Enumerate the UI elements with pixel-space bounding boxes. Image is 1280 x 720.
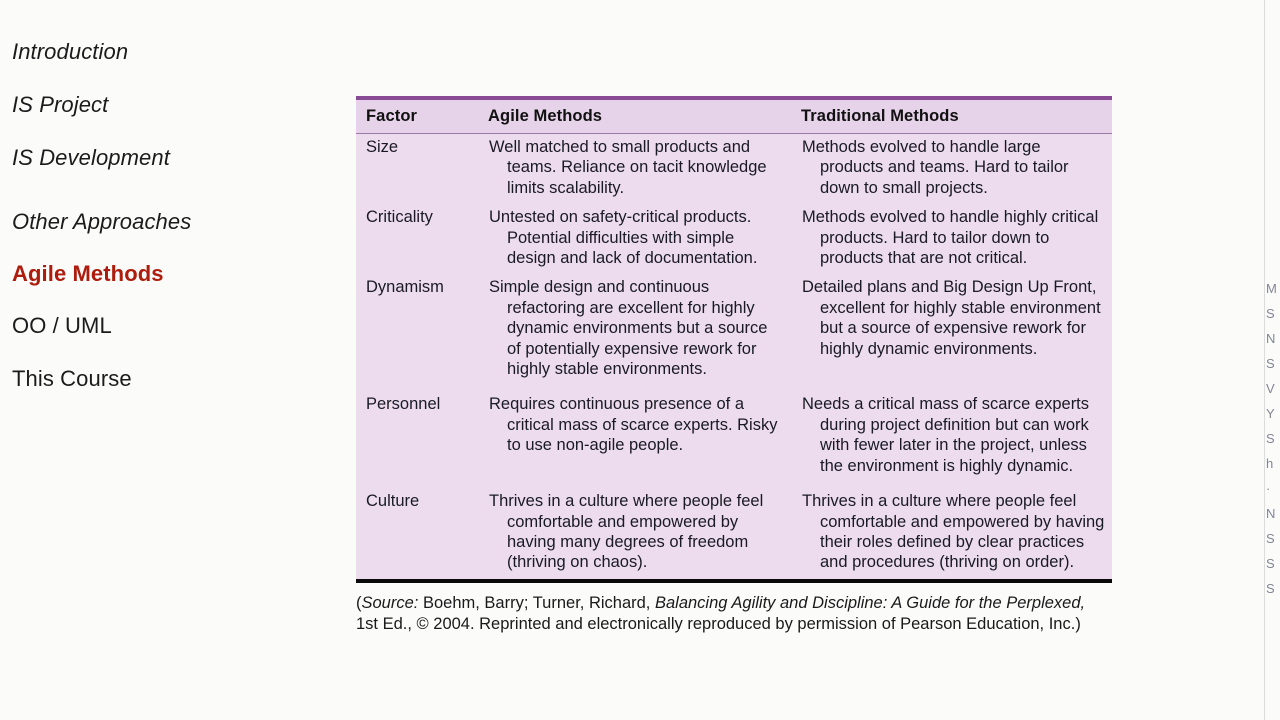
clipped-text-fragment: S: [1266, 431, 1275, 446]
sidebar-item-this-course[interactable]: This Course: [12, 366, 132, 392]
table-row: [356, 385, 1112, 482]
sidebar-item-other-approaches[interactable]: Other Approaches: [12, 208, 192, 234]
table-row: [356, 482, 1112, 579]
row-traditional-text: Methods evolved to handle highly critical products. Hard to tailor down to products that are not critical.: [791, 204, 1112, 274]
row-agile-text: Simple design and continuous refactoring are excellent for highly dynamic environments but a source of potentially expensive rework for highly stable environments.: [478, 274, 791, 385]
clipped-text-fragment: N: [1266, 506, 1276, 521]
table-row: [356, 134, 1112, 205]
source-authors: Boehm, Barry; Turner, Richard,: [418, 593, 655, 612]
sidebar-navigation: [0, 0, 340, 720]
row-agile-text: Untested on safety-critical products. Potential difficulties with simple design and lack of documentation.: [478, 204, 791, 274]
clipped-text-fragment: Y: [1266, 406, 1275, 421]
row-traditional-text: Methods evolved to handle large products and teams. Hard to tailor down to small projects.: [791, 134, 1112, 205]
column-header-factor: Factor: [356, 100, 478, 134]
sidebar-item-oo-uml[interactable]: OO / UML: [12, 312, 112, 338]
clipped-text-fragment: S: [1266, 556, 1275, 571]
clipped-text-fragment: h: [1266, 456, 1274, 471]
right-panel-divider: [1264, 0, 1265, 720]
source-caption: [356, 593, 1096, 635]
row-agile-text: Requires continuous presence of a critical mass of scarce experts. Risky to use non-agile people.: [478, 385, 791, 482]
column-header-agile: Agile Methods: [478, 100, 791, 134]
clipped-text-fragment: S: [1266, 356, 1275, 371]
row-factor-label: Personnel: [356, 385, 478, 482]
clipped-text-fragment: V: [1266, 381, 1275, 396]
agile-vs-traditional-table: [356, 100, 1112, 579]
table-row: [356, 204, 1112, 274]
row-agile-text: Well matched to small products and teams. Reliance on tacit knowledge limits scalability.: [478, 134, 791, 205]
source-book-title: Balancing Agility and Discipline: A Guide for the Perplexed,: [654, 593, 1086, 612]
row-factor-label: Size: [356, 134, 478, 205]
sidebar-item-is-project[interactable]: IS Project: [12, 92, 109, 118]
sidebar-item-introduction[interactable]: Introduction: [12, 39, 129, 64]
row-traditional-text: Needs a critical mass of scarce experts during project definition but can work with fewer later in the project, unless the environment is highly dynamic.: [791, 385, 1112, 482]
table-header-row: [356, 100, 1112, 134]
clipped-text-fragment: S: [1266, 581, 1275, 596]
row-factor-label: Dynamism: [356, 274, 478, 385]
sidebar-item-agile-methods[interactable]: Agile Methods: [12, 260, 164, 286]
slide-content: [356, 96, 1112, 635]
row-traditional-text: Thrives in a culture where people feel comfortable and empowered by having their roles defined by clear practices and procedures (thriving on order).: [791, 482, 1112, 579]
source-rest: 1st Ed., © 2004. Reprinted and electronically reproduced by permission of Pearson Education, Inc.): [356, 614, 1081, 633]
column-header-traditional: Traditional Methods: [791, 100, 1112, 134]
row-factor-label: Culture: [356, 482, 478, 579]
clipped-text-fragment: S: [1266, 306, 1275, 321]
clipped-text-fragment: ·: [1266, 481, 1271, 496]
comparison-table-card: [356, 96, 1112, 583]
sidebar-item-is-development[interactable]: IS Development: [12, 145, 170, 171]
clipped-text-fragment: M: [1266, 281, 1277, 296]
row-traditional-text: Detailed plans and Big Design Up Front, excellent for highly stable environment but a source of expensive rework for highly dynamic environments.: [791, 274, 1112, 385]
clipped-text-fragment: S: [1266, 531, 1275, 546]
right-clipped-panel: [1266, 276, 1280, 656]
source-label: Source:: [361, 593, 419, 612]
row-agile-text: Thrives in a culture where people feel comfortable and empowered by having many degrees of freedom (thriving on chaos).: [478, 482, 791, 579]
source-open-paren: (: [356, 593, 362, 612]
clipped-text-fragment: N: [1266, 331, 1276, 346]
row-factor-label: Criticality: [356, 204, 478, 274]
table-row: [356, 274, 1112, 385]
